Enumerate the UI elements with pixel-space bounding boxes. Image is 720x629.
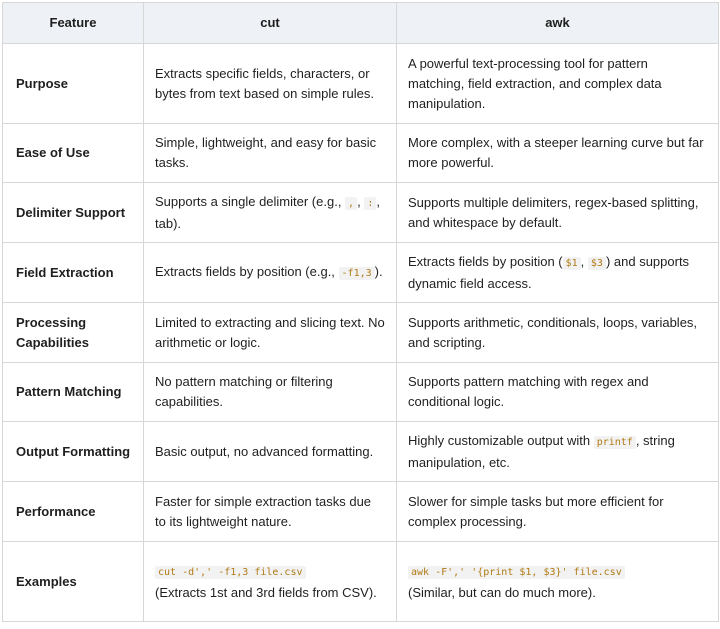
table-row [3, 422, 719, 482]
cell-text: Limited to extracting and slicing text. No arithmetic or logic. [155, 314, 385, 350]
awk-cell [397, 183, 719, 243]
cell-text: (Similar, but can do much more). [408, 584, 596, 600]
code-snippet: $3 [588, 257, 606, 270]
cell-text: ). [374, 263, 383, 279]
cut-cell [144, 542, 397, 622]
cell-text: , [580, 253, 588, 269]
feature-cell: Ease of Use [3, 124, 144, 183]
feature-cell: Performance [3, 482, 144, 542]
table-row [3, 44, 719, 124]
cell-text: , string manipulation, etc. [408, 432, 675, 470]
cut-cell [144, 422, 397, 482]
feature-cell: Pattern Matching [3, 363, 144, 422]
cell-text: Supports multiple delimiters, regex-based splitting, and whitespace by default. [408, 194, 699, 230]
cell-text: , tab). [155, 193, 380, 231]
feature-cell: Output Formatting [3, 422, 144, 482]
table-row [3, 482, 719, 542]
feature-cell: Field Extraction [3, 243, 144, 303]
table-row [3, 243, 719, 303]
header-row [3, 3, 719, 44]
cut-cell [144, 44, 397, 124]
cell-text: Supports arithmetic, conditionals, loops, variables, and scripting. [408, 314, 698, 350]
code-snippet: : [364, 197, 376, 210]
cell-text: A powerful text-processing tool for pattern matching, field extraction, and complex data manipulation. [408, 55, 662, 111]
table-body [3, 44, 719, 622]
table-row [3, 124, 719, 183]
cell-text: Extracts specific fields, characters, or bytes from text based on simple rules. [155, 65, 374, 101]
cell-text: Supports pattern matching with regex and conditional logic. [408, 374, 649, 409]
cell-text: No pattern matching or filtering capabilities. [155, 374, 333, 409]
code-snippet: cut -d',' -f1,3 file.csv [155, 566, 306, 579]
awk-cell [397, 482, 719, 542]
cell-text: Faster for simple extraction tasks due to its lightweight nature. [155, 493, 372, 529]
cell-text: Extracts fields by position ( [408, 253, 563, 269]
code-snippet: -f1,3 [339, 267, 375, 280]
feature-cell: Processing Capabilities [3, 303, 144, 363]
table-row [3, 303, 719, 363]
cut-cell [144, 482, 397, 542]
awk-cell [397, 243, 719, 303]
cut-cell [144, 124, 397, 183]
table-header [3, 3, 719, 44]
cell-text: More complex, with a steeper learning curve but far more powerful. [408, 135, 704, 170]
code-snippet: printf [594, 436, 636, 449]
feature-cell: Delimiter Support [3, 183, 144, 243]
cell-text: Slower for simple tasks but more efficient for complex processing. [408, 493, 664, 529]
cell-text: Simple, lightweight, and easy for basic tasks. [155, 135, 377, 170]
cell-text: Highly customizable output with [408, 432, 594, 448]
cell-text: (Extracts 1st and 3rd fields from CSV). [155, 584, 377, 600]
feature-cell: Purpose [3, 44, 144, 124]
cell-text: , [357, 193, 365, 209]
cut-cell [144, 183, 397, 243]
cell-text: ) and supports dynamic field access. [408, 253, 690, 291]
cut-cell [144, 363, 397, 422]
comparison-table [2, 2, 719, 622]
code-snippet: , [345, 197, 357, 210]
code-snippet: $1 [563, 257, 581, 270]
cell-text: Basic output, no advanced formatting. [155, 443, 374, 459]
awk-cell [397, 542, 719, 622]
cell-text: Supports a single delimiter (e.g., [155, 193, 346, 209]
table-row [3, 363, 719, 422]
awk-cell [397, 303, 719, 363]
feature-cell: Examples [3, 542, 144, 622]
cut-cell [144, 243, 397, 303]
header-awk: awk [397, 3, 719, 44]
header-cut: cut [144, 3, 397, 44]
awk-cell [397, 422, 719, 482]
cell-text: Extracts fields by position (e.g., [155, 263, 339, 279]
awk-cell [397, 363, 719, 422]
awk-cell [397, 124, 719, 183]
cut-cell [144, 303, 397, 363]
table-row [3, 542, 719, 622]
header-feature: Feature [3, 3, 144, 44]
awk-cell [397, 44, 719, 124]
code-snippet: awk -F',' '{print $1, $3}' file.csv [408, 566, 625, 579]
table-row [3, 183, 719, 243]
